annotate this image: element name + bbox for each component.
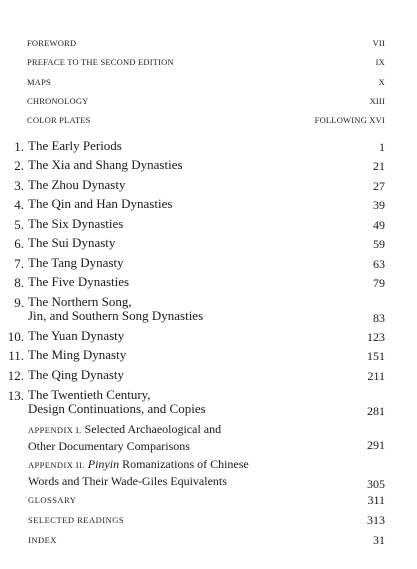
chapter-page: 21 bbox=[373, 159, 385, 173]
chapter-number: 10. bbox=[7, 329, 24, 344]
chapter-title: The Yuan Dynasty bbox=[28, 328, 125, 343]
toc-front-entry-chronology bbox=[27, 96, 385, 110]
chapter-page: 1 bbox=[379, 140, 385, 154]
toc-back-entry-glossary bbox=[28, 495, 385, 509]
chapter-title: The Qing Dynasty bbox=[28, 367, 125, 382]
toc-front-entry-color-plates bbox=[27, 115, 385, 129]
entry-title: FOREWORD bbox=[27, 38, 77, 48]
chapter-number: 3. bbox=[14, 178, 24, 193]
entry-title: COLOR PLATES bbox=[27, 115, 91, 125]
entry-page: VII bbox=[372, 38, 385, 48]
chapter-title-line2: Jin, and Southern Song Dynasties bbox=[28, 308, 204, 323]
chapter-page: 59 bbox=[373, 237, 385, 251]
chapter-title: The Early Periods bbox=[28, 138, 122, 153]
chapter-page: 39 bbox=[373, 198, 385, 212]
appendix-title-line1: Selected Archaeological and bbox=[84, 422, 222, 436]
chapter-title: The Tang Dynasty bbox=[28, 255, 124, 270]
toc-back-entry-selected-readings bbox=[28, 515, 385, 529]
chapter-page: 151 bbox=[367, 349, 385, 363]
entry-title: SELECTED READINGS bbox=[28, 515, 125, 525]
chapter-number: 1. bbox=[14, 139, 24, 154]
entry-title: CHRONOLOGY bbox=[27, 96, 89, 106]
chapter-number: 5. bbox=[14, 217, 24, 232]
entry-title: INDEX bbox=[28, 535, 57, 545]
chapter-number: 4. bbox=[14, 197, 24, 212]
toc-front-entry-foreword bbox=[27, 38, 385, 52]
appendix-page: 305 bbox=[367, 477, 385, 491]
appendix-title-line1: Romanizations of Chinese bbox=[122, 457, 249, 471]
chapter-number: 6. bbox=[14, 236, 24, 251]
appendix-title-line2: Words and Their Wade-Giles Equivalents bbox=[28, 474, 227, 488]
chapter-page: 63 bbox=[373, 257, 385, 271]
entry-page: FOLLOWING XVI bbox=[314, 115, 385, 125]
entry-page: IX bbox=[375, 57, 385, 67]
chapter-page: 79 bbox=[373, 276, 385, 290]
appendix-label: APPENDIX I. bbox=[28, 425, 82, 435]
chapter-title: The Sui Dynasty bbox=[28, 235, 116, 250]
chapter-title: The Zhou Dynasty bbox=[28, 177, 126, 192]
toc-back-entry-index bbox=[28, 535, 385, 549]
entry-title: GLOSSARY bbox=[28, 495, 77, 505]
entry-page: 313 bbox=[367, 513, 385, 527]
chapter-page: 49 bbox=[373, 218, 385, 232]
appendix-page: 291 bbox=[367, 438, 385, 452]
chapter-page: 281 bbox=[367, 404, 385, 418]
chapter-title: The Twentieth Century, bbox=[28, 387, 151, 402]
chapter-title: The Qin and Han Dynasties bbox=[28, 196, 173, 211]
chapter-number: 13. bbox=[7, 388, 24, 403]
entry-page: 31 bbox=[373, 533, 385, 547]
chapter-title: The Xia and Shang Dynasties bbox=[28, 157, 183, 172]
chapter-page: 211 bbox=[367, 369, 385, 383]
chapter-title-line2: Design Continuations, and Copies bbox=[28, 401, 206, 416]
chapter-number: 7. bbox=[14, 256, 24, 271]
entry-title: MAPS bbox=[27, 77, 51, 87]
chapter-number: 11. bbox=[8, 348, 24, 363]
chapter-title: The Ming Dynasty bbox=[28, 347, 127, 362]
chapter-number: 8. bbox=[14, 275, 24, 290]
chapter-number: 9. bbox=[14, 295, 24, 310]
entry-page: 311 bbox=[367, 493, 385, 507]
appendix-title bbox=[28, 456, 249, 489]
entry-page: XIII bbox=[369, 96, 385, 106]
appendix-title-italic: Pinyin bbox=[87, 457, 120, 471]
toc-front-entry-maps bbox=[27, 77, 385, 91]
entry-title: PREFACE TO THE SECOND EDITION bbox=[27, 57, 174, 67]
chapter-number: 2. bbox=[14, 158, 24, 173]
chapter-title: The Northern Song, bbox=[28, 294, 132, 309]
chapter-page: 27 bbox=[373, 179, 385, 193]
appendix-title bbox=[28, 421, 221, 454]
chapter-title: The Five Dynasties bbox=[28, 274, 130, 289]
chapter-number: 12. bbox=[7, 368, 24, 383]
appendix-label: APPENDIX II. bbox=[28, 460, 85, 470]
toc-front-entry-preface bbox=[27, 57, 385, 71]
appendix-title-line2: Other Documentary Comparisons bbox=[28, 439, 190, 453]
chapter-title: The Six Dynasties bbox=[28, 216, 124, 231]
chapter-page: 123 bbox=[367, 330, 385, 344]
entry-page: X bbox=[378, 77, 385, 87]
chapter-page: 83 bbox=[373, 311, 385, 325]
